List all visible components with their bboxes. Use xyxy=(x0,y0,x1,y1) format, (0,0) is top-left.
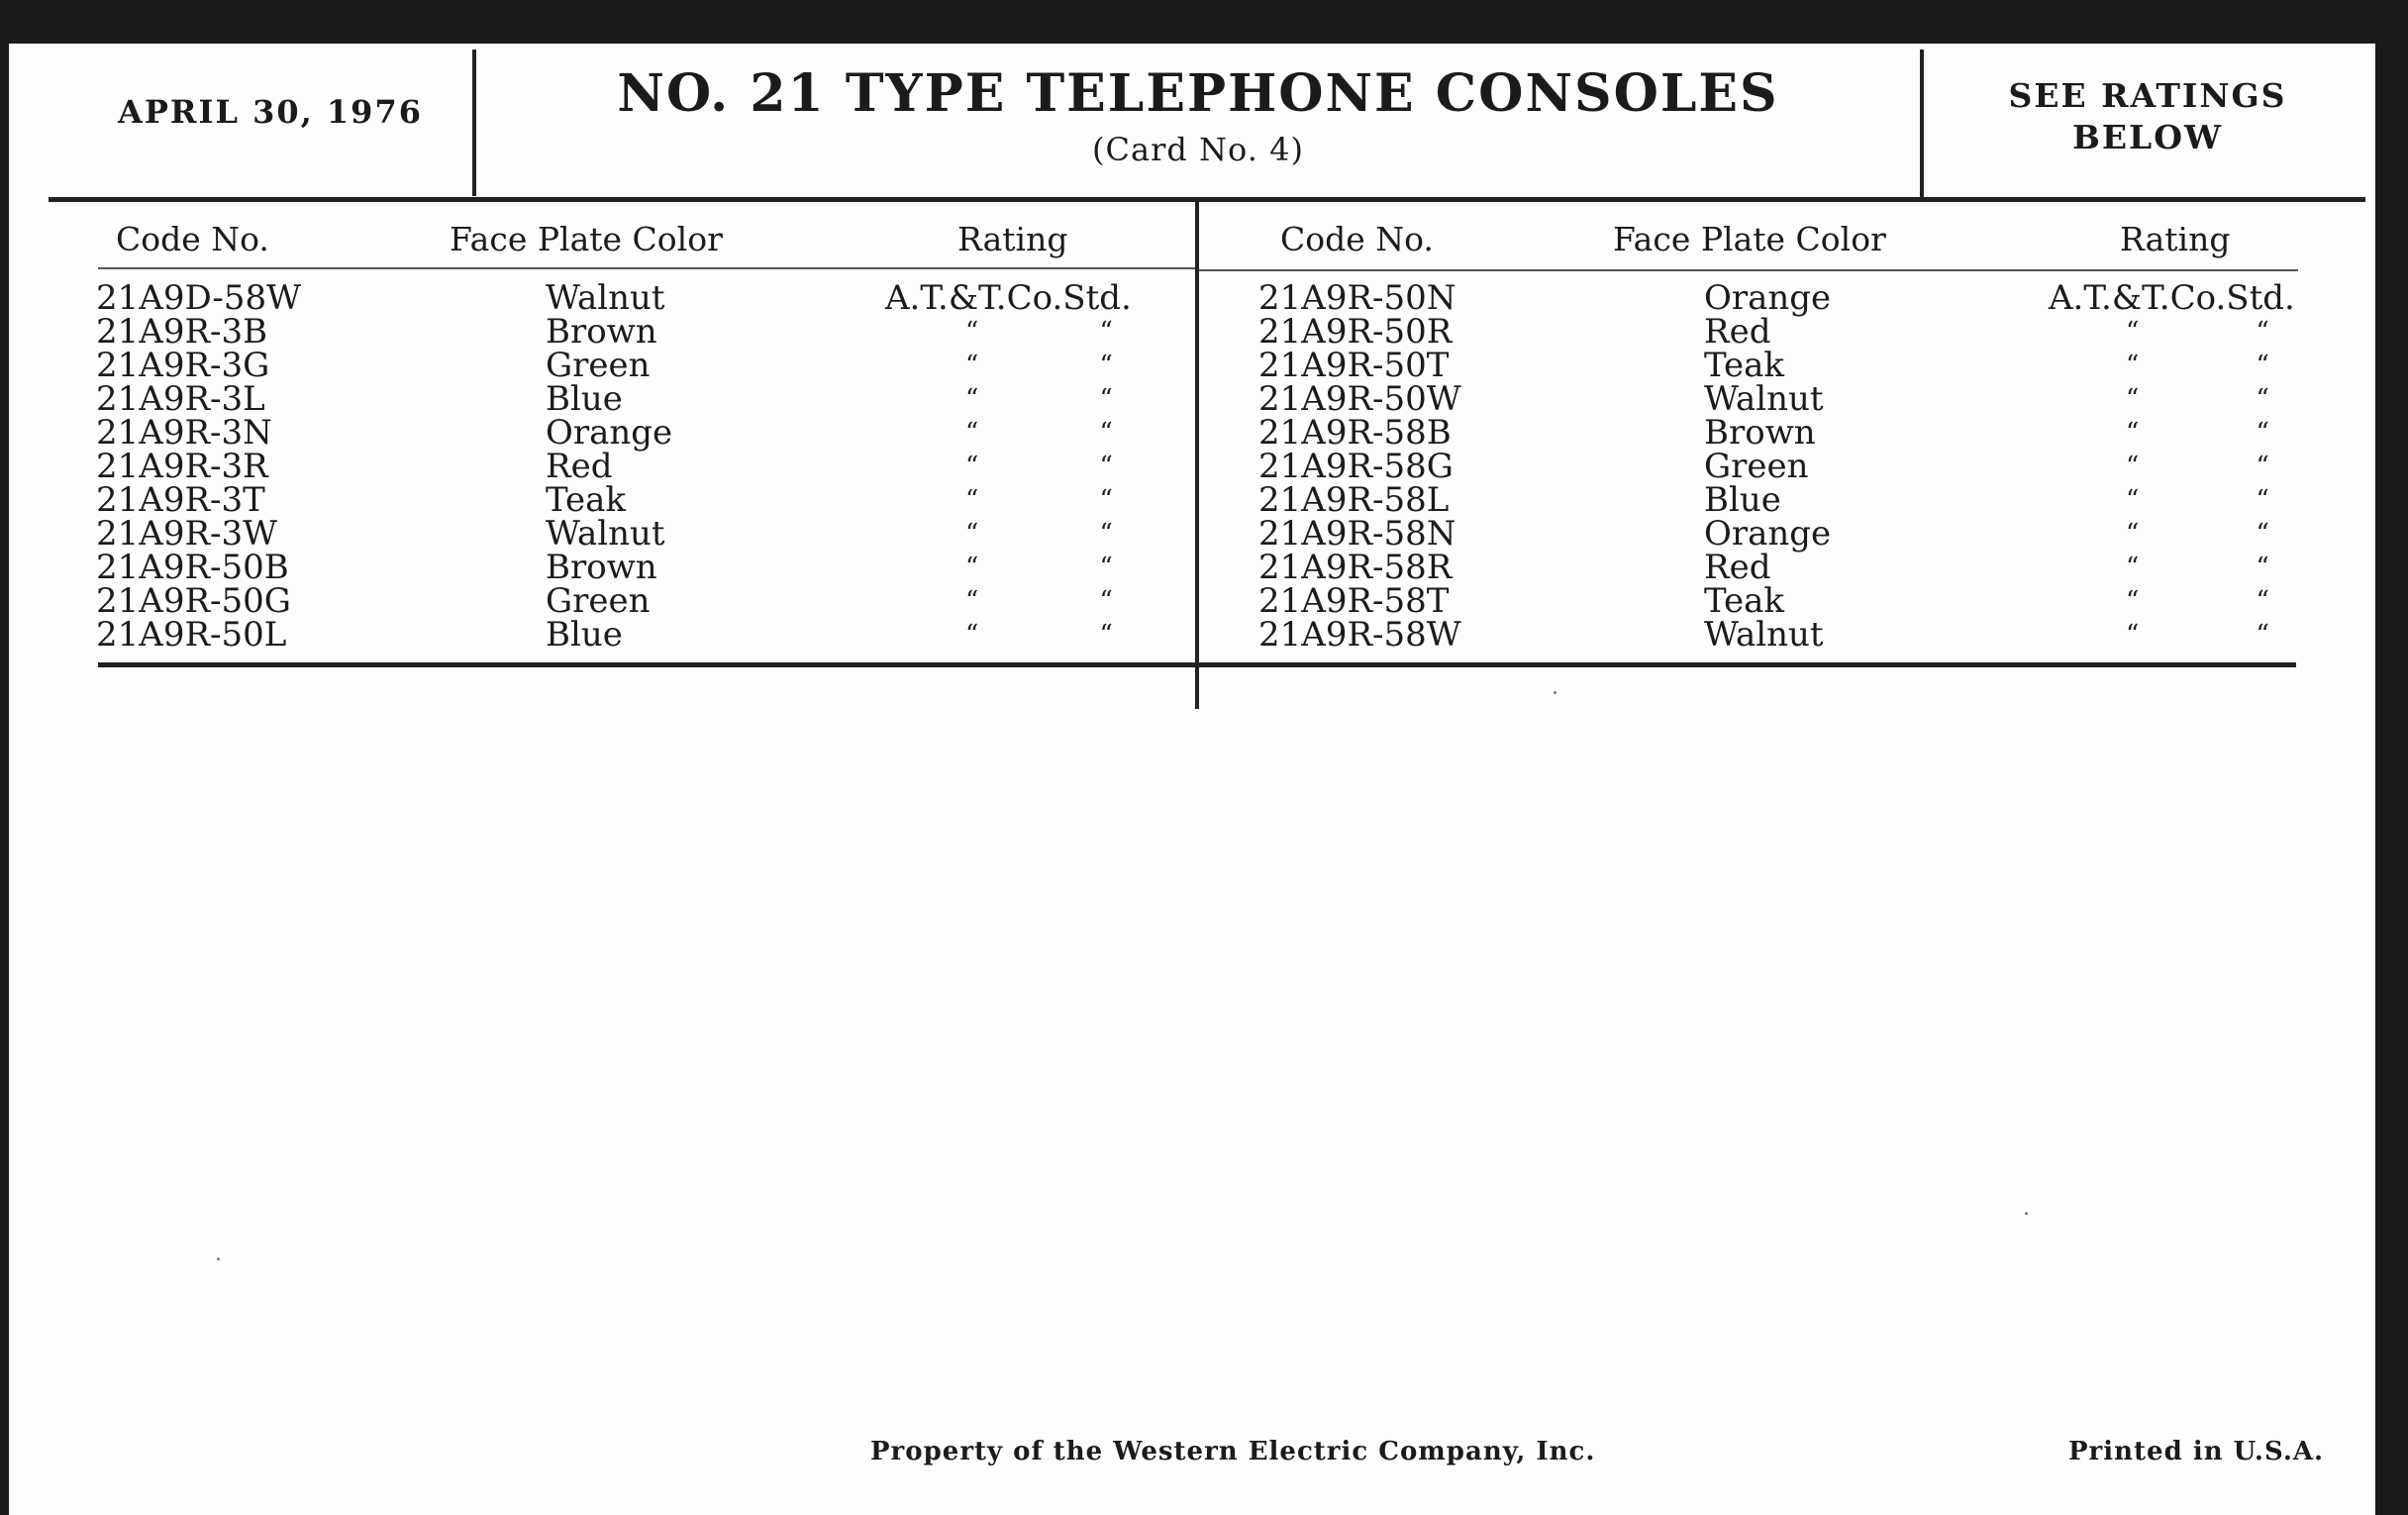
color-cell: Brown xyxy=(1704,413,1816,453)
color-cell: Teak xyxy=(1704,581,1785,621)
color-cell: Teak xyxy=(546,480,627,520)
code-cell: 21A9R-50N xyxy=(1258,278,1456,318)
code-cell: 21A9D-58W xyxy=(96,278,302,318)
table-row xyxy=(9,548,2375,587)
paper-speck xyxy=(2025,1212,2028,1215)
footer-property: Property of the Western Electric Company, Inc. xyxy=(870,1437,1596,1466)
catalog-card xyxy=(9,44,2375,1515)
color-cell: Brown xyxy=(546,548,657,587)
paper-speck xyxy=(1554,691,1556,694)
code-cell: 21A9R-50B xyxy=(96,548,289,587)
rating-cell: “ “ xyxy=(2126,384,2269,414)
rating-cell: “ “ xyxy=(2126,452,2269,481)
rating-cell: “ “ xyxy=(2126,418,2269,448)
ratings-note-line1: SEE RATINGS xyxy=(2008,76,2287,115)
ratings-note xyxy=(1924,75,2371,158)
color-cell: Green xyxy=(1704,447,1809,486)
code-cell: 21A9R-50R xyxy=(1258,312,1453,352)
color-cell: Walnut xyxy=(546,514,665,554)
color-cell: Walnut xyxy=(1704,615,1824,655)
code-cell: 21A9R-58L xyxy=(1258,480,1450,520)
right-header-underline xyxy=(1199,269,2298,271)
color-cell: Red xyxy=(1704,548,1771,587)
table-row xyxy=(9,413,2375,453)
color-cell: Orange xyxy=(1704,514,1832,554)
color-cell: Green xyxy=(546,346,651,385)
rating-cell: “ “ xyxy=(965,586,1113,616)
code-cell: 21A9R-50T xyxy=(1258,346,1450,385)
right-header-code: Code No. xyxy=(1280,220,1434,258)
left-header-code: Code No. xyxy=(116,220,269,258)
rating-cell: “ “ xyxy=(965,418,1113,448)
rating-cell: “ “ xyxy=(965,452,1113,481)
rating-cell: “ “ xyxy=(965,485,1113,515)
rating-cell: “ “ xyxy=(965,553,1113,582)
color-cell: Blue xyxy=(546,615,623,655)
color-cell: Orange xyxy=(546,413,673,453)
code-cell: 21A9R-58N xyxy=(1258,514,1456,554)
ratings-note-line2: BELOW xyxy=(2071,118,2224,156)
code-cell: 21A9R-58W xyxy=(1258,615,1461,655)
code-cell: 21A9R-3R xyxy=(96,447,268,486)
color-cell: Walnut xyxy=(546,278,665,318)
rating-cell: “ “ xyxy=(965,519,1113,549)
color-cell: Blue xyxy=(546,379,623,419)
table-row xyxy=(9,514,2375,554)
color-cell: Walnut xyxy=(1704,379,1824,419)
table-row xyxy=(9,581,2375,621)
rating-cell: “ “ xyxy=(2126,553,2269,582)
color-cell: Red xyxy=(1704,312,1771,352)
code-cell: 21A9R-50L xyxy=(96,615,287,655)
code-cell: 21A9R-3B xyxy=(96,312,268,352)
rating-cell: “ “ xyxy=(2126,317,2269,347)
color-cell: Green xyxy=(546,581,651,621)
color-cell: Orange xyxy=(1704,278,1832,318)
table-row xyxy=(9,447,2375,486)
rating-cell: “ “ xyxy=(2126,351,2269,380)
code-cell: 21A9R-3G xyxy=(96,346,270,385)
code-cell: 21A9R-50G xyxy=(96,581,291,621)
paper-speck xyxy=(217,1258,220,1261)
rating-cell: “ “ xyxy=(965,317,1113,347)
table-bottom-rule xyxy=(98,662,2296,667)
table-row xyxy=(9,278,2375,318)
right-header-color: Face Plate Color xyxy=(1613,220,1886,258)
code-cell: 21A9R-58B xyxy=(1258,413,1452,453)
rating-cell: “ “ xyxy=(2126,620,2269,650)
table-row xyxy=(9,312,2375,352)
table-row xyxy=(9,615,2375,655)
right-header-rating: Rating xyxy=(2120,220,2231,258)
code-cell: 21A9R-58T xyxy=(1258,581,1450,621)
left-header-rating: Rating xyxy=(957,220,1068,258)
card-subtitle: (Card No. 4) xyxy=(1092,131,1304,168)
rating-cell: “ “ xyxy=(965,620,1113,650)
table-row xyxy=(9,346,2375,385)
rating-cell: “ “ xyxy=(2126,586,2269,616)
rating-cell: “ “ xyxy=(2126,485,2269,515)
card-date: APRIL 30, 1976 xyxy=(118,93,423,131)
code-cell: 21A9R-3W xyxy=(96,514,278,554)
left-header-color: Face Plate Color xyxy=(450,220,723,258)
color-cell: Teak xyxy=(1704,346,1785,385)
left-header-underline xyxy=(98,267,1195,269)
header-rule xyxy=(49,197,2365,202)
code-cell: 21A9R-58R xyxy=(1258,548,1453,587)
rating-cell: “ “ xyxy=(2126,519,2269,549)
table-row xyxy=(9,379,2375,419)
rating-cell: “ “ xyxy=(965,351,1113,380)
rating-cell: “ “ xyxy=(965,384,1113,414)
rating-cell: A.T.&T.Co.Std. xyxy=(2049,278,2295,318)
color-cell: Brown xyxy=(546,312,657,352)
card-title: NO. 21 TYPE TELEPHONE CONSOLES xyxy=(617,63,1779,124)
code-cell: 21A9R-3L xyxy=(96,379,265,419)
color-cell: Red xyxy=(546,447,613,486)
table-row xyxy=(9,480,2375,520)
code-cell: 21A9R-58G xyxy=(1258,447,1454,486)
rating-cell: A.T.&T.Co.Std. xyxy=(885,278,1132,318)
code-cell: 21A9R-3T xyxy=(96,480,265,520)
code-cell: 21A9R-50W xyxy=(1258,379,1461,419)
code-cell: 21A9R-3N xyxy=(96,413,272,453)
color-cell: Blue xyxy=(1704,480,1781,520)
footer-printed: Printed in U.S.A. xyxy=(2068,1437,2325,1466)
